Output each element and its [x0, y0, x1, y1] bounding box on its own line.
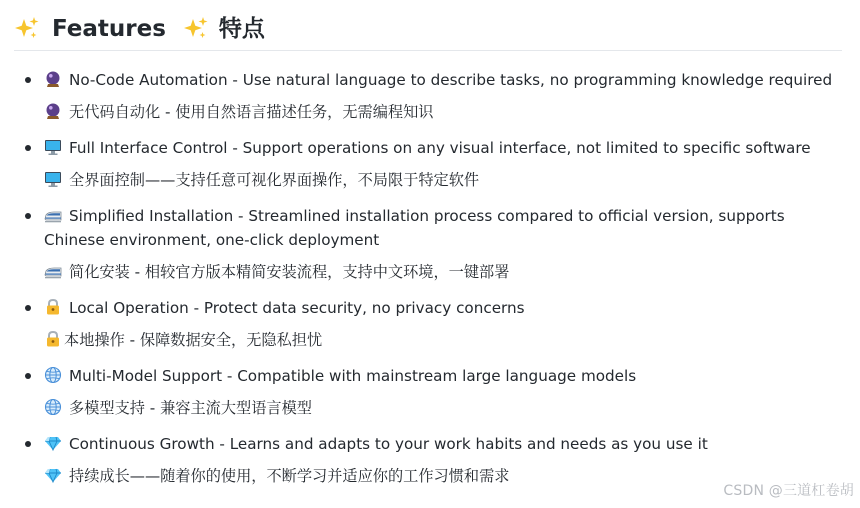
high-speed-train-icon — [44, 262, 62, 280]
bullet-dot — [25, 213, 31, 219]
bullet-dot — [25, 441, 31, 447]
feature-zh-text: 无代码自动化 - 使用自然语言描述任务，无需编程知识 — [69, 103, 434, 121]
feature-zh-line — [44, 168, 814, 192]
feature-en-text: No-Code Automation - Use natural language to describe tasks, no programming knowledge required — [69, 71, 833, 89]
feature-en-text: Multi-Model Support - Compatible with mainstream large language models — [69, 367, 637, 385]
feature-zh-text: 简化安装 - 相较官方版本精简安装流程，支持中文环境，一键部署 — [69, 263, 510, 281]
feature-en-line — [44, 136, 814, 160]
globe-icon — [44, 366, 62, 384]
bullet-dot — [25, 77, 31, 83]
sparkles-icon — [183, 16, 209, 42]
feature-en-text: Simplified Installation - Streamlined installation process compared to official version, supports Chinese environment, one-click deployment — [44, 207, 785, 249]
feature-en-text: Continuous Growth - Learns and adapts to your work habits and needs as you use it — [69, 435, 708, 453]
feature-zh-line — [44, 100, 814, 124]
heading-title-zh: 特点 — [218, 16, 265, 42]
feature-zh-line — [44, 396, 814, 420]
lock-icon — [44, 298, 62, 316]
desktop-computer-icon — [44, 170, 62, 188]
feature-zh-text: 全界面控制——支持任意可视化界面操作，不局限于特定软件 — [69, 171, 480, 189]
crystal-ball-icon — [44, 70, 62, 88]
sparkles-icon — [14, 16, 40, 42]
feature-zh-line — [44, 260, 814, 284]
gem-icon — [44, 466, 62, 484]
feature-en-line — [44, 68, 833, 92]
feature-en-text: Local Operation - Protect data security, no privacy concerns — [69, 299, 525, 317]
feature-en-line — [44, 364, 814, 388]
feature-en-line — [44, 296, 814, 320]
globe-icon — [44, 398, 62, 416]
crystal-ball-icon — [44, 102, 62, 120]
feature-en-line — [44, 432, 814, 456]
bullet-dot — [25, 373, 31, 379]
lock-icon — [44, 330, 62, 348]
feature-en-line — [44, 204, 804, 252]
bullet-dot — [25, 145, 31, 151]
high-speed-train-icon — [44, 206, 62, 224]
feature-zh-line — [44, 464, 814, 488]
csdn-watermark: CSDN @三道杠卷胡 — [723, 483, 854, 499]
feature-zh-text: 本地操作 - 保障数据安全，无隐私担忧 — [64, 331, 323, 349]
feature-en-text: Full Interface Control - Support operations on any visual interface, not limited to specific software — [69, 139, 811, 157]
feature-zh-text: 持续成长——随着你的使用，不断学习并适应你的工作习惯和需求 — [69, 467, 510, 485]
features-heading — [14, 14, 842, 51]
feature-zh-text: 多模型支持 - 兼容主流大型语言模型 — [69, 399, 312, 417]
gem-icon — [44, 434, 62, 452]
desktop-computer-icon — [44, 138, 62, 156]
feature-zh-line — [44, 328, 814, 352]
bullet-dot — [25, 305, 31, 311]
heading-title-en: Features — [52, 16, 166, 42]
